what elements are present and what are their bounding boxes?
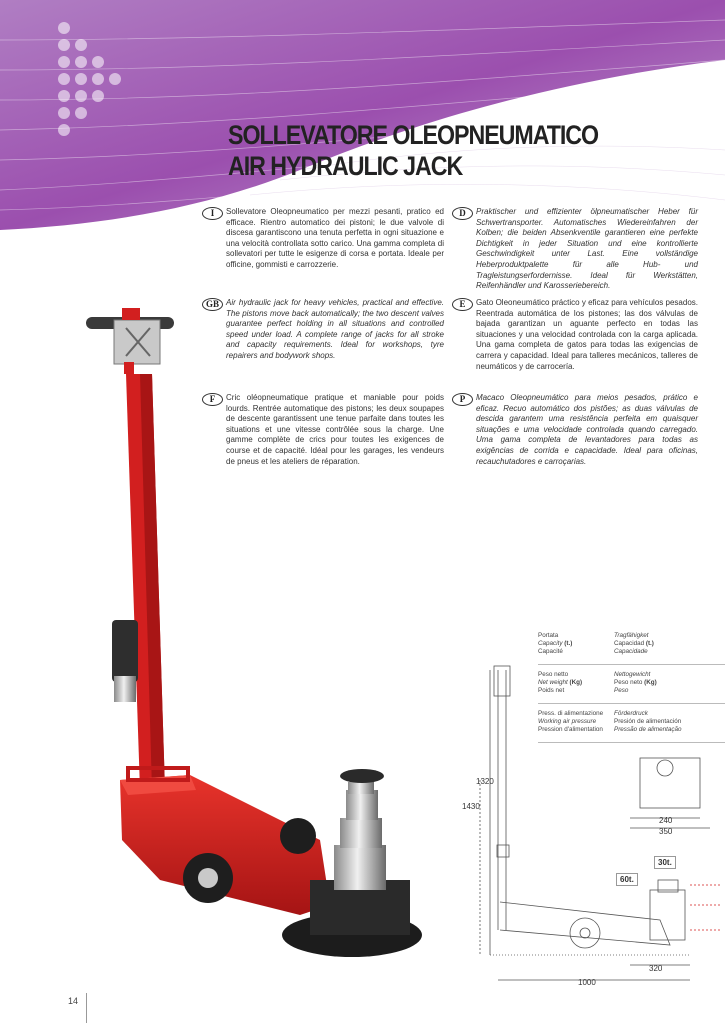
description-it: [202, 207, 442, 287]
spec-label: [538, 640, 572, 648]
technical-drawing: [455, 655, 725, 995]
spec-label: Working air pressure: [538, 718, 597, 725]
description-d-text: Praktischer und effizienter ölpneumatischer Heber für Schwertransporter. Automatisches Wiedereinfahren der Kolben; die beiden Absenkventile garantieren eine perfekte Dichtigkeit in jeder Situation und eine kontrollierte Geschwindigkeit unter Last. Eine vollständige Heberproduktpalette für alle Hub- und Tragleistungserfordernisse. Ideal für Werkstätten, Reifenhändler und Karosseriebereich.: [476, 207, 698, 291]
spec-label: [614, 640, 654, 648]
description-it-text: Sollevatore Oleopneumatico per mezzi pesanti, pratico ed efficace. Rientro automatico dei pistoni; le due valvole di discesa garantiscono una tenuta perfetta in ogni situazione e una velocità controllata sotto carico. Una gamma completa di sollevatori per tutte le esigenze di corsa e portata. Ideale per officine, gommisti e carrozzerie.: [226, 207, 444, 269]
dimension-length-320: 320: [649, 964, 663, 973]
lang-badge-f: F: [202, 393, 223, 406]
spec-label-text: Capacidad: [614, 640, 645, 647]
air-hydraulic-jack-photo: [30, 300, 430, 990]
spec-label: Peso: [614, 687, 629, 694]
dimension-width-350: 350: [659, 827, 673, 836]
dimension-height-1320: 1320: [476, 777, 494, 786]
spec-label-text: Capacity: [538, 640, 563, 647]
dimension-width-240: 240: [659, 816, 673, 825]
dimension-height-1430: 1430: [462, 802, 480, 811]
capacity-label-60t: 60t.: [616, 873, 638, 886]
description-p-text: Macaco Oleopneumático para meios pesados, prático e eficaz. Recuo automático dos pistões; as duas válvulas de descida garantem uma resistência perfeita em quaisquer situações e uma velocidade controlada quando carregado. Uma gama completa de levantadores para todas as exigências de corrida e capacidade. Ideal para oficinas, recauchutadores e carroçarias.: [476, 393, 698, 466]
spec-label: Capacidade: [614, 648, 648, 655]
description-d: [452, 207, 702, 291]
spec-label: Förderdruck: [614, 710, 648, 717]
description-f-text: Cric oléopneumatique pratique et maniable pour poids lourds. Rentrée automatique des pistons; les deux soupapes de descente garantissent une tenue parfaite dans toutes les situations et une vitesse contrôlée sous la charge. Une gamme complète de crics pour toutes les exigences de course et de capacité. Idéal pour les garages, les vendeurs de pneus et les ateliers de réparation.: [226, 393, 444, 466]
spec-unit: (t.): [564, 640, 573, 647]
lang-badge-p: P: [452, 393, 473, 406]
spec-label: Pressão de alimentação: [614, 726, 682, 733]
dimension-length-1000: 1000: [578, 978, 596, 987]
spec-label: Tragfähigket: [614, 632, 649, 639]
spec-label-text: Peso neto: [614, 679, 643, 686]
spec-unit: (t.): [645, 640, 654, 647]
title-line-1: SOLLEVATORE OLEOPNEUMATICO: [228, 120, 599, 150]
title-line-2: AIR HYDRAULIC JACK: [228, 151, 463, 181]
spec-unit: (Kg): [569, 679, 583, 686]
description-e: [452, 298, 702, 378]
capacity-label-30t: 30t.: [654, 856, 676, 869]
spec-label: Portata: [538, 632, 559, 639]
lang-badge-it: I: [202, 207, 223, 220]
spec-label: Presión de alimentación: [614, 718, 682, 725]
page-divider-line: [86, 993, 87, 1023]
spec-label: Press. di alimentazione: [538, 710, 604, 717]
spec-label-text: Net weight: [538, 679, 568, 686]
description-p: [452, 393, 702, 466]
lang-badge-d: D: [452, 207, 473, 220]
description-gb-text: Air hydraulic jack for heavy vehicles, practical and effective. The pistons move back automatically; the two descent valves guarantee perfect holding in all situations and controlled speed under load. A complete range of jacks for all stroke and capacity requirements. Ideal for workshops, tyre repairers and bodywork shops.: [226, 298, 444, 360]
page-title: [228, 120, 598, 182]
lang-badge-e: E: [452, 298, 473, 311]
spec-unit: (Kg): [644, 679, 657, 686]
spec-label: Poids net: [538, 687, 565, 694]
page-number: 14: [68, 996, 79, 1006]
spec-label: Peso netto: [538, 671, 569, 678]
spec-label: Pression d'alimentation: [538, 726, 603, 733]
lang-badge-gb: GB: [202, 298, 223, 311]
description-e-text: Gato Oleoneumático práctico y eficaz para vehículos pesados. Reentrada automática de los pistones; las dos válvulas de bajada garantizan un aguante perfecto en todas las situaciones y una velocidad controlada con la carga aplicada. Una gama completa de gatos para todas las exigencias de carrera y capacidad. Ideal para talleres mecánicos, talleres de neumáticos y de carrocería.: [476, 298, 698, 371]
spec-label: Capacité: [538, 648, 563, 655]
spec-label: Nettogewicht: [614, 671, 651, 678]
